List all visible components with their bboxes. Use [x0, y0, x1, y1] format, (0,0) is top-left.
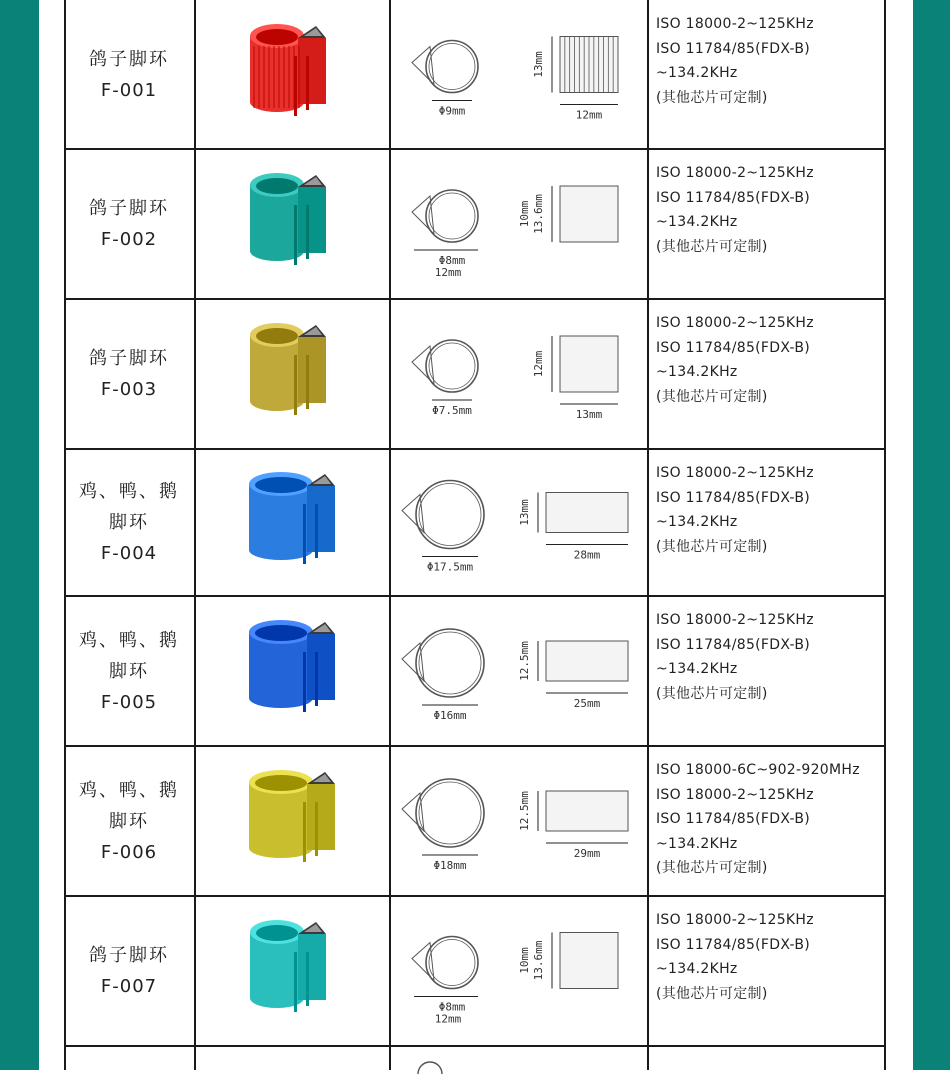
dimension-label: 13.6mm [532, 194, 545, 234]
ring-image [237, 315, 347, 433]
spec-line: ISO 18000-6C~902-920MHz [656, 762, 860, 778]
table-grid-line [647, 0, 649, 1070]
product-name: 脚环 [109, 810, 149, 832]
product-model: F-002 [100, 229, 158, 250]
product-spec-cell [649, 596, 886, 746]
dimension-label: 13mm [518, 499, 531, 526]
dimension-label: 13.6mm [532, 940, 545, 981]
table-row [64, 896, 886, 1045]
next-row-drawing-fragment [410, 1052, 450, 1076]
spec-line: (其他芯片可定制) [656, 238, 768, 255]
dimension-label: Φ18mm [433, 859, 467, 872]
product-spec-cell [649, 299, 886, 449]
spec-line: ~134.2KHz [656, 214, 738, 230]
product-name: 脚环 [109, 512, 149, 533]
dimension-label: 12mm [434, 1012, 462, 1026]
product-photo-cell [195, 896, 389, 1045]
table-row [64, 149, 886, 299]
spec-line: ~134.2KHz [656, 961, 738, 977]
spec-line: ~134.2KHz [656, 364, 738, 380]
ring-image [237, 762, 347, 880]
product-model: F-006 [100, 841, 158, 863]
product-model: F-004 [100, 543, 158, 564]
table-grid-line [64, 148, 886, 150]
technical-drawing [390, 0, 648, 149]
technical-drawing [390, 299, 648, 449]
product-name: 鸡、鸭、鹅 [79, 481, 179, 502]
table-grid-line [389, 0, 391, 1070]
product-spec-cell [649, 0, 886, 149]
table-row [64, 596, 886, 746]
technical-drawing [390, 896, 648, 1045]
spec-line: ~134.2KHz [656, 514, 738, 530]
spec-line: ISO 18000-2~125KHz [656, 315, 814, 331]
product-name-cell [64, 596, 194, 746]
product-spec-cell [649, 746, 886, 896]
dimension-label: 25mm [573, 697, 601, 710]
dimension-label: 10mm [518, 947, 531, 974]
product-model: F-005 [100, 691, 158, 713]
dimension-label: Φ8mm [438, 254, 466, 267]
product-photo-cell [195, 449, 389, 596]
product-model: F-007 [100, 975, 158, 997]
table-row [64, 449, 886, 596]
spec-line: ISO 18000-2~125KHz [656, 612, 814, 628]
table-grid-line [64, 745, 886, 747]
spec-line: ISO 11784/85(FDX-B) [656, 339, 811, 356]
technical-drawing [390, 449, 648, 596]
product-name-cell [64, 0, 194, 149]
ring-image [237, 912, 347, 1030]
spec-line: ISO 11784/85(FDX-B) [656, 40, 811, 57]
dimension-label: 12.5mm [518, 791, 531, 831]
spec-line: (其他芯片可定制) [656, 388, 768, 405]
spec-line: ISO 18000-2~125KHz [656, 465, 814, 481]
table-grid-line [64, 595, 886, 597]
product-spec-cell [649, 896, 886, 1045]
product-photo-cell [195, 596, 389, 746]
spec-line: (其他芯片可定制) [656, 538, 768, 555]
product-name: 鸽子脚环 [89, 348, 169, 369]
product-name-cell [64, 299, 194, 449]
spec-line: ISO 11784/85(FDX-B) [656, 811, 811, 827]
table-grid-line [64, 1045, 886, 1047]
product-drawing-cell [390, 299, 648, 449]
left-border [0, 0, 39, 1070]
technical-drawing [390, 149, 648, 299]
ring-image [237, 612, 347, 730]
spec-line: (其他芯片可定制) [656, 685, 768, 702]
product-name: 鸽子脚环 [89, 198, 169, 219]
table-grid-line [64, 298, 886, 300]
table-grid-line [64, 448, 886, 450]
spec-line: ~134.2KHz [656, 661, 738, 677]
ring-image [237, 464, 347, 582]
right-border [913, 0, 950, 1070]
product-name: 鸡、鸭、鹅 [79, 779, 179, 801]
dimension-label: 10mm [518, 200, 531, 228]
spec-line: ~134.2KHz [656, 835, 738, 852]
dimension-label: 28mm [573, 548, 601, 562]
spec-line: ISO 11784/85(FDX-B) [656, 636, 811, 653]
product-spec-cell [649, 449, 886, 596]
ring-image [237, 16, 347, 134]
product-name: 脚环 [109, 660, 149, 682]
dimension-label: 12mm [434, 266, 462, 279]
spec-line: ISO 11784/85(FDX-B) [656, 489, 811, 506]
table-grid-line [194, 0, 196, 1070]
dimension-label: 12mm [532, 350, 545, 378]
spec-line: ISO 18000-2~125KHz [656, 165, 814, 181]
table-grid-line [64, 895, 886, 897]
dimension-label: Φ17.5mm [426, 560, 474, 574]
technical-drawing [390, 596, 648, 746]
product-name-cell [64, 449, 194, 596]
product-drawing-cell [390, 596, 648, 746]
dimension-label: 12mm [575, 108, 603, 122]
ring-image [237, 165, 347, 283]
spec-line: (其他芯片可定制) [656, 860, 768, 876]
product-photo-cell [195, 0, 389, 149]
spec-line: (其他芯片可定制) [656, 89, 768, 106]
product-photo-cell [195, 149, 389, 299]
technical-drawing [390, 746, 648, 896]
product-name-cell [64, 896, 194, 1045]
spec-line: ISO 11784/85(FDX-B) [656, 936, 811, 953]
product-drawing-cell [390, 746, 648, 896]
product-drawing-cell [390, 0, 648, 149]
product-model: F-001 [100, 79, 158, 101]
product-model: F-003 [100, 379, 158, 400]
dimension-label: Φ8mm [438, 1000, 466, 1014]
product-drawing-cell [390, 896, 648, 1045]
product-name: 鸽子脚环 [89, 48, 169, 70]
product-photo-cell [195, 746, 389, 896]
product-name: 鸽子脚环 [89, 944, 169, 966]
dimension-label: 13mm [532, 51, 545, 78]
product-name-cell [64, 746, 194, 896]
spec-line: ISO 11784/85(FDX-B) [656, 189, 811, 206]
spec-line: ~134.2KHz [656, 65, 738, 81]
table-row [64, 299, 886, 449]
product-drawing-cell [390, 449, 648, 596]
product-drawing-cell [390, 149, 648, 299]
dimension-label: 12.5mm [518, 641, 531, 681]
product-name: 鸡、鸭、鹅 [79, 629, 179, 651]
dimension-label: 29mm [573, 847, 601, 860]
spec-line: (其他芯片可定制) [656, 985, 768, 1002]
dimension-label: 13mm [575, 408, 603, 421]
product-photo-cell [195, 299, 389, 449]
spec-line: ISO 18000-2~125KHz [656, 912, 814, 928]
product-name-cell [64, 149, 194, 299]
dimension-label: Φ9mm [438, 104, 466, 118]
spec-line: ISO 18000-2~125KHz [656, 786, 814, 803]
table-row [64, 746, 886, 896]
dimension-label: Φ7.5mm [432, 404, 472, 417]
dimension-label: Φ16mm [433, 709, 467, 722]
table-grid-line [64, 0, 66, 1070]
spec-line: ISO 18000-2~125KHz [656, 16, 814, 32]
table-row [64, 0, 886, 149]
table-grid-line [884, 0, 886, 1070]
product-spec-cell [649, 149, 886, 299]
